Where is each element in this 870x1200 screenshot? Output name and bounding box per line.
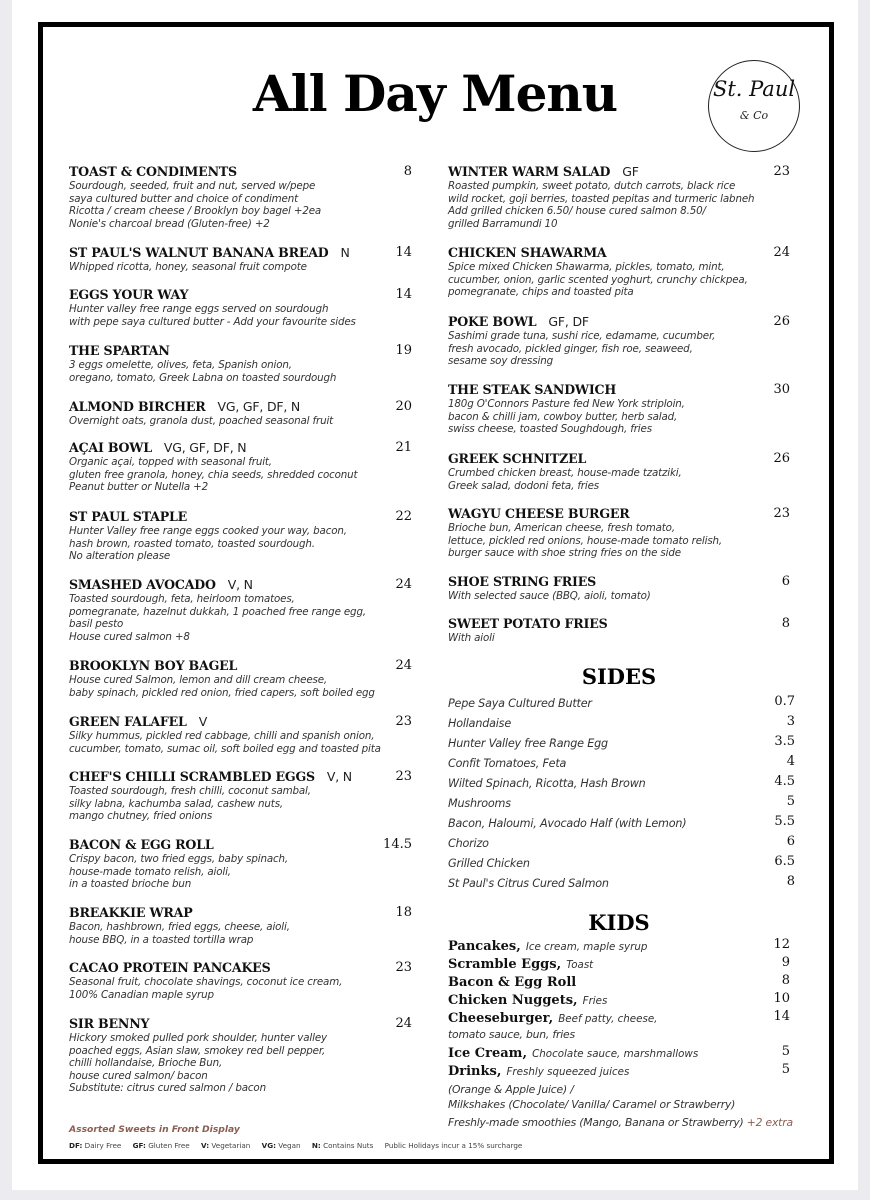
item-name: BREAKKIE WRAP: [69, 905, 193, 920]
item-price: 20: [395, 399, 412, 414]
side-name: St Paul's Citrus Cured Salmon: [448, 877, 609, 890]
kids-item-name: Drinks,: [448, 1064, 502, 1079]
item-description: Greek salad, dodoni feta, fries: [448, 479, 600, 492]
item-description: Substitute: citrus cured salmon / bacon: [69, 1082, 266, 1094]
side-price: 3.5: [774, 734, 795, 749]
menu-item: [69, 657, 412, 699]
item-name: AÇAI BOWL VG, GF, DF, N: [69, 440, 247, 455]
item-description: poached eggs, Asian slaw, smokey red bell pepper,: [69, 1044, 326, 1057]
item-price: 26: [773, 451, 790, 466]
menu-item: [448, 573, 790, 603]
dietary-tags: GF: [622, 164, 639, 179]
item-description: basil pesto: [69, 618, 124, 630]
menu-item: [448, 163, 790, 230]
menu-item: [69, 713, 412, 755]
smoothies-text: Freshly-made smoothies (Mango, Banana or Strawberry): [448, 1116, 744, 1129]
item-description: With selected sauce (BBQ, aioli, tomato): [448, 590, 651, 602]
item-description: bacon & chilli jam, cowboy butter, herb salad,: [448, 410, 678, 423]
item-price: 24: [395, 1016, 412, 1031]
dietary-tags: VG, GF, DF, N: [163, 440, 247, 455]
menu-item: [448, 505, 790, 560]
item-name: CHICKEN SHAWARMA: [448, 245, 607, 260]
menu-item: [448, 450, 790, 492]
item-name: THE STEAK SANDWICH: [448, 382, 617, 397]
kids-item: [448, 1043, 790, 1061]
side-name: Bacon, Haloumi, Avocado Half (with Lemon): [448, 817, 687, 830]
menu-item: [448, 313, 790, 368]
kids-item-name: Ice Cream,: [448, 1046, 527, 1061]
item-description: Whipped ricotta, honey, seasonal fruit compote: [69, 261, 307, 273]
item-description: grilled Barramundi 10: [448, 217, 558, 230]
side-item: [448, 712, 795, 732]
item-description: Bacon, hashbrown, fried eggs, cheese, aioli,: [69, 921, 290, 933]
side-name: Confit Tomatoes, Feta: [448, 757, 567, 770]
kids-item-price: 5: [781, 1062, 790, 1077]
item-description: Add grilled chicken 6.50/ house cured salmon 8.50/: [448, 205, 706, 217]
side-price: 0.7: [774, 694, 795, 709]
item-price: 8: [403, 164, 412, 179]
item-description: 100% Canadian maple syrup: [69, 988, 214, 1001]
item-description: Roasted pumpkin, sweet potato, dutch carrots, black rice: [448, 180, 736, 192]
kids-heading: KIDS: [588, 910, 650, 935]
item-name: BROOKLYN BOY BAGEL: [69, 658, 238, 673]
menu-item: [69, 439, 412, 494]
drinks-line: [448, 1116, 793, 1130]
kids-item: [448, 936, 790, 954]
item-name: CACAO PROTEIN PANCAKES: [69, 960, 271, 975]
side-item: [448, 872, 795, 892]
side-price: 5: [786, 794, 795, 809]
menu-item: [448, 244, 790, 299]
legend-item: GF: Gluten Free: [132, 1141, 190, 1150]
side-name: Pepe Saya Cultured Butter: [448, 697, 592, 710]
side-name: Wilted Spinach, Ricotta, Hash Brown: [448, 777, 646, 790]
item-name: ST PAUL STAPLE: [69, 509, 188, 524]
item-description: No alteration please: [69, 550, 171, 562]
item-name: WAGYU CHEESE BURGER: [448, 506, 630, 521]
item-description: Spice mixed Chicken Shawarma, pickles, tomato, mint,: [448, 261, 725, 273]
page-title: All Day Menu: [252, 64, 618, 123]
item-description: Hickory smoked pulled pork shoulder, hunter valley: [69, 1032, 327, 1044]
item-description: Sashimi grade tuna, sushi rice, edamame, cucumber,: [448, 330, 716, 342]
side-name: Hunter Valley free Range Egg: [448, 737, 608, 750]
item-description: Peanut butter or Nutella +2: [69, 481, 209, 493]
item-name: SIR BENNY: [69, 1016, 150, 1031]
item-description: Nonie's charcoal bread (Gluten-free) +2: [69, 217, 270, 230]
item-description: swiss cheese, toasted Soughdough, fries: [448, 423, 652, 435]
item-name: ST PAUL'S WALNUT BANANA BREAD N: [69, 245, 350, 260]
kids-item-price: 14: [773, 1009, 790, 1024]
item-description: house cured salmon/ bacon: [69, 1069, 208, 1082]
kids-item-desc: Beef patty, cheese,: [558, 1013, 658, 1025]
smoothie-extra: +2 extra: [746, 1116, 793, 1129]
side-name: Hollandaise: [448, 717, 511, 730]
side-price: 3: [786, 714, 795, 729]
cheeseburger-desc-cont: tomato sauce, bun, fries: [448, 1028, 575, 1041]
item-description: cucumber, onion, garlic scented yoghurt, crunchy chickpea,: [448, 273, 748, 286]
kids-item: [448, 990, 790, 1008]
item-description: Overnight oats, granola dust, poached seasonal fruit: [69, 415, 334, 427]
dietary-tags: VG, GF, DF, N: [217, 399, 301, 414]
menu-item: [69, 398, 412, 428]
menu-item: [69, 508, 412, 563]
kids-item-name: Cheeseburger,: [448, 1011, 554, 1026]
menu-item: [448, 381, 790, 436]
item-description: 3 eggs omelette, olives, feta, Spanish onion,: [69, 359, 292, 371]
item-description: baby spinach, pickled red onion, fried capers, soft boiled egg: [69, 686, 375, 699]
kids-item-price: 8: [781, 973, 790, 988]
item-price: 24: [773, 245, 790, 260]
item-price: 24: [395, 577, 412, 592]
item-price: 14: [395, 245, 412, 260]
item-price: 21: [395, 440, 412, 455]
kids-item-name: Bacon & Egg Roll: [448, 975, 577, 990]
st-paul-logo: [708, 60, 800, 152]
item-price: 14.5: [383, 837, 412, 852]
dietary-tags: GF, DF: [548, 314, 589, 329]
logo-name: St. Paul: [712, 77, 796, 101]
item-price: 22: [395, 509, 412, 524]
legend-item: V: Vegetarian: [201, 1141, 251, 1150]
item-description: pomegranate, hazelnut dukkah, 1 poached free range egg,: [69, 605, 366, 618]
kids-item-price: 9: [781, 955, 790, 970]
item-description: in a toasted brioche bun: [69, 878, 192, 890]
drinks-line: Milkshakes (Chocolate/ Vanilla/ Caramel or Strawberry): [448, 1098, 736, 1111]
dietary-tags: V, N: [227, 577, 253, 592]
menu-item: [69, 836, 412, 891]
item-description: House cured Salmon, lemon and dill cream cheese,: [69, 674, 328, 686]
item-description: cucumber, tomato, sumac oil, soft boiled egg and toasted pita: [69, 742, 381, 755]
item-description: silky labna, kachumba salad, cashew nuts,: [69, 797, 284, 810]
item-description: wild rocket, goji berries, toasted pepitas and turmeric labneh: [448, 192, 755, 205]
item-description: chilli hollandaise, Brioche Bun,: [69, 1057, 223, 1069]
item-name: POKE BOWL GF, DF: [448, 314, 589, 329]
item-description: House cured salmon +8: [69, 630, 190, 643]
legend-item: DF: Dairy Free: [69, 1141, 122, 1150]
kids-item-desc: Ice cream, maple syrup: [525, 941, 648, 953]
legend-item: VG: Vegan: [261, 1141, 301, 1150]
item-price: 23: [773, 164, 790, 179]
item-description: saya cultured butter and choice of condiment: [69, 192, 298, 205]
item-price: 23: [395, 714, 412, 729]
side-item: [448, 812, 795, 832]
side-item: [448, 792, 795, 812]
item-description: Hunter valley free range eggs served on sourdough: [69, 303, 329, 315]
item-description: With aioli: [448, 632, 495, 644]
item-description: Sourdough, seeded, fruit and nut, served w/pepe: [69, 180, 316, 192]
side-item: [448, 772, 795, 792]
side-name: Chorizo: [448, 837, 489, 850]
kids-item-price: 10: [773, 991, 790, 1006]
kids-item-desc: Toast: [566, 959, 594, 971]
item-description: mango chutney, fried onions: [69, 810, 213, 822]
kids-item: [448, 1008, 790, 1026]
item-description: Ricotta / cream cheese / Brooklyn boy bagel +2ea: [69, 205, 322, 217]
item-description: lettuce, pickled red onions, house-made tomato relish,: [448, 534, 723, 547]
menu-item: [69, 244, 412, 274]
item-price: 6: [781, 574, 790, 589]
item-description: Toasted sourdough, feta, heirloom tomatoes,: [69, 593, 295, 605]
side-price: 8: [786, 874, 795, 889]
dietary-tags: V, N: [326, 769, 352, 784]
item-description: oregano, tomato, Greek Labna on toasted sourdough: [69, 371, 337, 384]
side-price: 6.5: [774, 854, 795, 869]
item-name: SWEET POTATO FRIES: [448, 616, 608, 631]
side-name: Grilled Chicken: [448, 857, 530, 870]
item-description: Organic açai, topped with seasonal fruit,: [69, 456, 272, 468]
kids-item-price: 5: [781, 1044, 790, 1059]
side-price: 5.5: [774, 814, 795, 829]
item-name: GREEN FALAFEL V: [69, 714, 208, 729]
surcharge-note: Public Holidays incur a 15% surcharge: [384, 1141, 523, 1150]
item-price: 23: [395, 769, 412, 784]
dietary-legend: [69, 1141, 522, 1150]
item-name: SHOE STRING FRIES: [448, 574, 597, 589]
item-description: Seasonal fruit, chocolate shavings, coconut ice cream,: [69, 976, 343, 988]
item-description: Crispy bacon, two fried eggs, baby spinach,: [69, 853, 289, 865]
side-item: [448, 752, 795, 772]
item-description: hash brown, roasted tomato, toasted sourdough.: [69, 537, 315, 550]
item-price: 23: [395, 960, 412, 975]
kids-item-desc: Chocolate sauce, marshmallows: [532, 1048, 699, 1060]
item-description: sesame soy dressing: [448, 355, 553, 367]
item-description: Hunter Valley free range eggs cooked your way, bacon,: [69, 525, 347, 537]
item-name: CHEF'S CHILLI SCRAMBLED EGGS V, N: [69, 769, 352, 784]
kids-item: [448, 972, 790, 990]
sides-heading: SIDES: [581, 664, 657, 689]
item-price: 18: [395, 905, 412, 920]
drinks-line: (Orange & Apple Juice) /: [448, 1083, 574, 1096]
kids-item: [448, 1061, 790, 1079]
item-description: pomegranate, chips and toasted pita: [448, 286, 634, 298]
side-price: 4.5: [774, 774, 795, 789]
item-description: gluten free granola, honey, chia seeds, shredded coconut: [69, 468, 358, 481]
dietary-tags: V: [198, 714, 208, 729]
item-description: fresh avocado, pickled ginger, fish roe, seaweed,: [448, 342, 693, 355]
kids-item-desc: Fries: [582, 995, 608, 1007]
menu-item: [448, 615, 790, 645]
dietary-tags: N: [340, 245, 350, 260]
menu-item: [69, 1015, 412, 1095]
side-item: [448, 852, 795, 872]
item-name: THE SPARTAN: [69, 343, 170, 358]
kids-item-name: Chicken Nuggets,: [448, 993, 578, 1008]
item-description: Brioche bun, American cheese, fresh tomato,: [448, 522, 675, 534]
item-price: 30: [773, 382, 790, 397]
item-price: 26: [773, 314, 790, 329]
item-name: EGGS YOUR WAY: [69, 287, 189, 302]
sweets-note: Assorted Sweets in Front Display: [69, 1124, 240, 1135]
item-description: house-made tomato relish, aioli,: [69, 865, 231, 878]
kids-item-name: Pancakes,: [448, 939, 521, 954]
item-description: house BBQ, in a toasted tortilla wrap: [69, 933, 254, 946]
item-name: TOAST & CONDIMENTS: [69, 164, 237, 179]
menu-item: [69, 904, 412, 946]
item-price: 19: [395, 343, 412, 358]
side-name: Mushrooms: [448, 797, 511, 810]
item-price: 14: [395, 287, 412, 302]
side-item: [448, 732, 795, 752]
logo-sub: & Co: [739, 109, 769, 122]
item-description: burger sauce with shoe string fries on the side: [448, 547, 681, 559]
item-name: ALMOND BIRCHER VG, GF, DF, N: [69, 399, 301, 414]
item-name: GREEK SCHNITZEL: [448, 451, 587, 466]
kids-item: [448, 954, 790, 972]
menu-item: [69, 576, 412, 643]
menu-item: [69, 163, 412, 230]
side-item: [448, 832, 795, 852]
item-description: 180g O'Connors Pasture fed New York striploin,: [448, 398, 685, 410]
item-name: SMASHED AVOCADO V, N: [69, 577, 253, 592]
item-description: Toasted sourdough, fresh chilli, coconut sambal,: [69, 785, 311, 797]
item-description: Crumbed chicken breast, house-made tzatziki,: [448, 467, 682, 479]
kids-item-price: 12: [773, 937, 790, 952]
menu-item: [69, 342, 412, 384]
menu-item: [69, 768, 412, 823]
menu-item: [69, 959, 412, 1001]
legend-item: N: Contains Nuts: [311, 1141, 374, 1150]
side-price: 4: [786, 754, 795, 769]
kids-item-desc: Freshly squeezed juices: [506, 1066, 630, 1078]
side-item: [448, 692, 795, 712]
item-price: 24: [395, 658, 412, 673]
item-price: 23: [773, 506, 790, 521]
menu-item: [69, 286, 412, 328]
item-price: 8: [781, 616, 790, 631]
item-name: BACON & EGG ROLL: [69, 837, 214, 852]
item-name: WINTER WARM SALAD GF: [448, 164, 639, 179]
side-price: 6: [786, 834, 795, 849]
item-description: Silky hummus, pickled red cabbage, chilli and spanish onion,: [69, 730, 375, 742]
item-description: with pepe saya cultured butter - Add your favourite sides: [69, 315, 356, 328]
kids-item-name: Scramble Eggs,: [448, 957, 562, 972]
